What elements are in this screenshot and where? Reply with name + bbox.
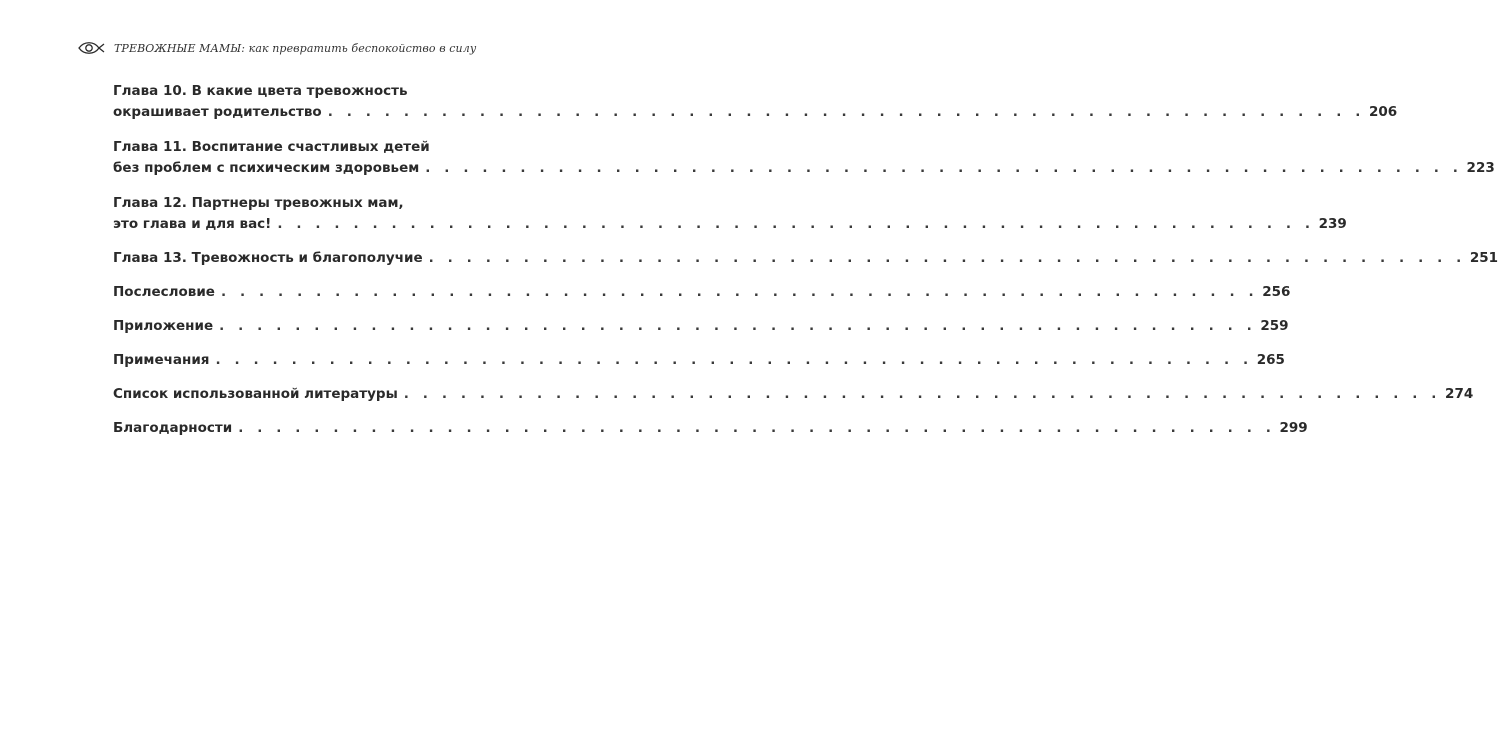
page-number: 206 [1368, 104, 1398, 120]
toc-entry-title-continued: окрашивает родительство [113, 104, 322, 120]
toc-entry-title-continued: это глава и для вас! [113, 216, 272, 232]
toc-entry-title: Глава 13. Тревожность и благополучие [113, 250, 423, 266]
dot-leader: . . . . . . . . . . . . . . . . . . . . . . . . . . . . . . . . . . . . . . . . . . . . . . . . . . . . . . . [219, 318, 1257, 334]
dot-leader: . . . . . . . . . . . . . . . . . . . . . . . . . . . . . . . . . . . . . . . . . . . . . . . . . . . . . . . [215, 352, 1253, 368]
toc-entry-afterword[interactable] [113, 282, 1291, 303]
page-number: 223 [1466, 160, 1495, 176]
toc-entry-acknowledgements[interactable] [113, 418, 1308, 439]
toc-entry-title: Послесловие [113, 284, 215, 300]
page-number: 239 [1318, 216, 1347, 232]
toc-entry-chapter-12[interactable] [113, 193, 1347, 235]
page-number: 274 [1445, 386, 1474, 402]
toc-entry-chapter-13[interactable] [113, 248, 1498, 269]
eye-icon [76, 40, 106, 56]
dot-leader: . . . . . . . . . . . . . . . . . . . . . . . . . . . . . . . . . . . . . . . . . . . . . . . . . . . . . . . [327, 104, 1365, 120]
toc-entry-title-continued: без проблем с психическим здоровьем [113, 160, 420, 176]
page-number: 251 [1469, 250, 1498, 266]
toc-entry-title: Глава 12. Партнеры тревожных мам, [113, 195, 404, 211]
toc-entry-bibliography[interactable] [113, 384, 1474, 405]
running-head [76, 37, 476, 59]
page-number: 265 [1256, 352, 1285, 368]
toc-entry-chapter-11[interactable] [113, 137, 1495, 179]
toc-entry-title: Приложение [113, 318, 214, 334]
table-of-contents [113, 81, 1498, 439]
dot-leader: . . . . . . . . . . . . . . . . . . . . . . . . . . . . . . . . . . . . . . . . . . . . . . . . . . . . . . . [277, 216, 1315, 232]
page-number: 256 [1262, 284, 1291, 300]
toc-entry-title: Благодарности [113, 420, 233, 436]
dot-leader: . . . . . . . . . . . . . . . . . . . . . . . . . . . . . . . . . . . . . . . . . . . . . . . . . . . . . . . [403, 386, 1442, 402]
toc-entry-title: Примечания [113, 352, 210, 368]
toc-entry-title: Глава 10. В какие цвета тревожность [113, 83, 408, 99]
toc-entry-appendix[interactable] [113, 316, 1289, 337]
toc-entry-chapter-10[interactable] [113, 81, 1398, 123]
dot-leader: . . . . . . . . . . . . . . . . . . . . . . . . . . . . . . . . . . . . . . . . . . . . . . . . . . . . . . . [238, 420, 1276, 436]
page-number: 299 [1279, 420, 1308, 436]
toc-entry-notes[interactable] [113, 350, 1285, 371]
page-number: 259 [1260, 318, 1289, 334]
dot-leader: . . . . . . . . . . . . . . . . . . . . . . . . . . . . . . . . . . . . . . . . . . . . . . . . . . . . . . . [220, 284, 1259, 300]
toc-entry-title: Глава 11. Воспитание счастливых детей [113, 139, 430, 155]
dot-leader: . . . . . . . . . . . . . . . . . . . . . . . . . . . . . . . . . . . . . . . . . . . . . . . . . . . . . . . [425, 160, 1463, 176]
toc-entry-title: Список использованной литературы [113, 386, 398, 402]
running-title: ТРЕВОЖНЫЕ МАМЫ: как превратить беспокойство в силу [114, 41, 477, 55]
dot-leader: . . . . . . . . . . . . . . . . . . . . . . . . . . . . . . . . . . . . . . . . . . . . . . . . . . . . . . . [428, 250, 1466, 266]
